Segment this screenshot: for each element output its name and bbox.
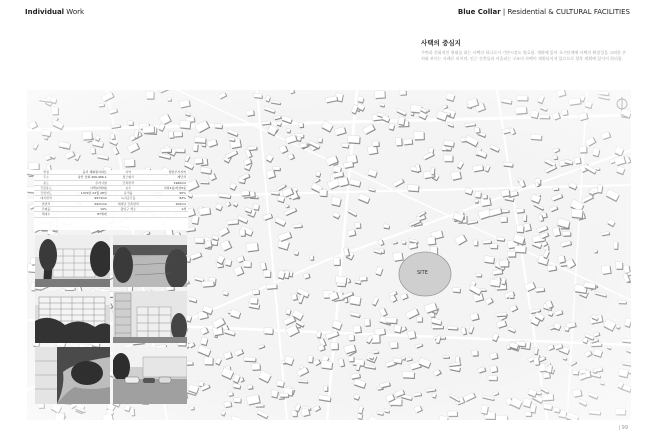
info-key: 용적률 [109,191,148,196]
info-key: 대지면적 [34,196,58,201]
header-left-bold: Individual [25,8,65,16]
info-key: 건립연도 [34,191,58,196]
info-key: 세대당 건축면적 [109,201,148,206]
photo-apartment-block [35,291,110,343]
info-value: 5921m2 [58,201,109,206]
info-value: 낭산 신화 496-966-1 [58,175,109,180]
info-key: 출입구 개소 [109,207,148,212]
info-value: 1개 [148,207,188,212]
photo-apartment-trees [35,235,110,287]
photo-playground [113,235,187,287]
header-left-rest: Work [64,8,85,16]
info-value: 동서 세화원아파트 [58,170,109,175]
info-row [34,212,188,217]
info-value: 84% [148,196,188,201]
info-key: 주소 [34,175,58,180]
info-key: 접근형식 [109,175,148,180]
info-key: 연면적 [34,201,58,206]
page-number: | 99 [618,425,628,431]
info-key: 녹지공간율 [109,196,148,201]
photo-garden-path [35,347,110,404]
info-value: 일반주거지역 [148,170,188,175]
info-table-box [34,170,188,230]
info-value: 100m2 [148,201,188,206]
site-label: SITE [417,270,428,276]
info-key: 명칭 [34,170,58,175]
info-value: 1979년 02월 28일 [58,191,109,196]
info-value: 1960m2 [148,180,188,185]
info-value: 9974m2 [58,196,109,201]
header-right-rest: | Residential & CULTURAL FACILITIES [500,8,630,16]
info-value: 지하1층/지상5층 [148,185,188,190]
info-value: 19% [58,207,109,212]
info-key: 용도 [34,180,58,185]
info-key: 지역 [109,170,148,175]
info-key: 층수 [109,185,148,190]
info-key: 건축면적 [109,180,148,185]
info-value: 87세대 [58,212,109,217]
info-key: 건폐율 [34,207,58,212]
info-key: 세대수 [34,212,58,217]
info-key: 건물용도 [34,185,58,190]
photo-parking-lot [113,347,187,404]
info-value: 계단식 [148,175,188,180]
info-value: 사택(다세대) [58,185,109,190]
info-value: 주거시설 [58,180,109,185]
section-body: 주변과 친화적인 형태를 띠는 사택의 하나로서 기반시설도 양호함. 계획에 있어 초기단계에 사택의 확장성을 고려한 존치와 보이는 사례로 보이며, 인근 건축물과 어울리는 구조의 사택이 계획되어져 있으므로 향후 계획에 있어서 편리함. [421,50,626,61]
info-table [34,170,188,218]
header-right [458,8,630,16]
info-key [109,212,148,217]
section-title: 사택의 중심지 [421,39,461,47]
info-value [148,212,188,217]
info-value: 95% [148,191,188,196]
header-right-bold: Blue Collar [457,8,501,16]
header-left [25,8,84,16]
photo-tall-building [113,291,187,343]
